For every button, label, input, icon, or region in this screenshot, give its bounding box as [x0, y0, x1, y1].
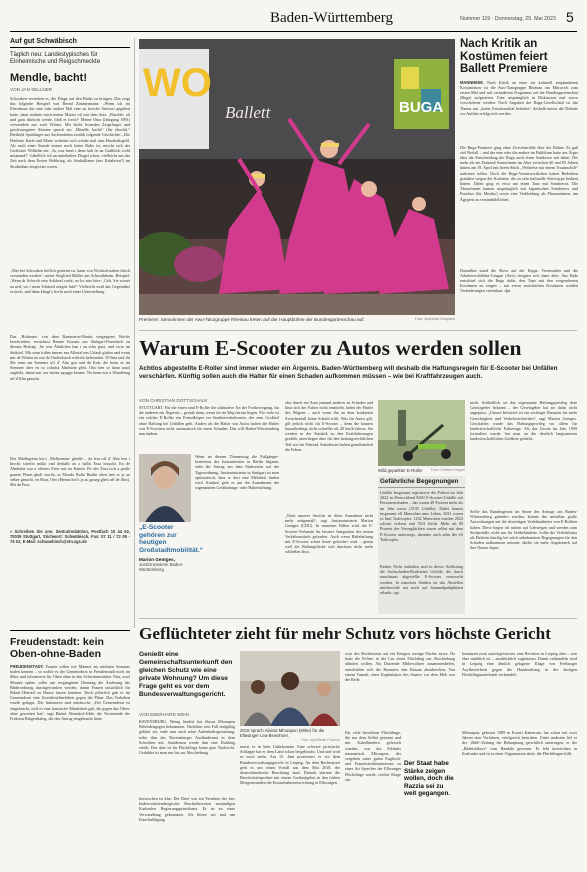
inset-caption: [378, 468, 465, 473]
portrait-image: [139, 454, 191, 522]
buga-logo: BUGA: [399, 99, 444, 116]
kolumne-body3: Das ‚Holzman‘ von dem Rommerin-Martin vergangene Woche beschrieben, veranlasst Renate Kornau aus Stuttgart-Feuerbach zu diesem Beitrag: ‚So was Ähnliches han i au scho gsea, und zwar im Südtirol. Mir senn früher immer ens Allertal ens Urlaub gfahra und wenn mir de Winter no mit de Ondeekurch richtich befreundet. D'Oma ond ihr Mo senn em Sommer uff d’ Alm gea ond de Kuh, die henn se im Sommer ober en so colacha Almhütte gfeit, Otto hen se dann amol zugfeila, damit mir oss hetten zgugga kennet. No henn mir a Wandertag uff d'Alm gmacht.: [10, 334, 130, 381]
lead-headline: Warum E-Scooter zu Autos werden sollen: [139, 336, 522, 360]
header-rule: [10, 31, 577, 32]
second-col3: wort des Rechtsstaats auf ein Ereignis wenige Nächte zuvor. Da hatte die Polizei in der Lea einen Flüchtling zur Abschiebung abholen wollen. Als Dutzende Mitbewohner zusammenliefen, entschieden sich die Beamten, den Einsatz abzubrechen. Von einem Tumult, einer Kapitulation des Staates vor dem Mob war die Rede.: [345, 651, 455, 683]
freudenstadt-dateline: FREUDENSTADT.: [10, 664, 44, 669]
second-teaser: Genießt eine Gemeinschaftsunterkunft den gleichen Schutz wie eine private Wohnung? Um diese Frage geht es vor dem Bundesverwaltungsgericht.: [139, 651, 233, 698]
ballett-text: Nach Kritik an einer als kulturell empfundenen Kostümshow ist die Awo-Tanzgruppe Rheinau am Mittwoch zum ersten Mal und mit veränderten Programm auf der Bundesgartenschau (Buga) aufgetreten. Eine ursprünglich in Diskussion mal zuvor verschobene werden. Nach Angaben der Buga-Gesellschaft ist das Thema mit „hoher Emotionalität behaftet“, deshalb müsse die Debatte vor Auftritt erfolgreich werden.: [460, 79, 578, 116]
quote-role: Justizministerin Baden-Württemberg: [139, 562, 184, 573]
kolumne-author: VON JAN SELLNER: [10, 87, 53, 92]
kolumne-headline: Mendle, bacht!: [10, 72, 88, 84]
second-headline: Geflüchteter zieht für mehr Schutz vors höchste Gericht: [139, 624, 551, 643]
info-box-body2: Parken Nicht enthalten sind in dieser Auflistung die Sachschaden-Bordsteine Unfälle, die durch unachtsam abgestellte E-Scooter verursacht werden. In manchen Städten ist das Abstellen mittlerweile nur noch auf Sammelparkplätzen erlaubt. cgo: [380, 564, 463, 596]
kolumne-intro: Täglich neu: Landestypisches für Einheimische und Reigschmeckte: [10, 52, 101, 65]
lead-col3b: Sollte das Bundesgesetz im Sinne des Antrags aus Baden-Württemberg geändert werden, könnte das mittelbar große Auswirkungen auf die derzeitigen Verleihanbieter von E-Rollern haben. Diese liegen oft mitten auf Gehwegen und werden zum Stolperfalle, nicht nur für Sehbehinderte. Sollte die Verleihfirma als Halterin künftig bei solch unbekannten Begegnungen für den Schaden aufkommen müssen, dürfte sie mehr Augenmerk auf ihre Nutzer legen.: [470, 509, 577, 551]
freudenstadt-story: [10, 636, 130, 866]
lead-col3: nicht. Schließlich sei das sogenannte Haftungsprivileg dem Gesetzgeber bekannt – der Gesetzgeber hat sie dafür nicht angepasst. „Unsere Initiative ist ein wichtiger Baustein für mehr Gerechtigkeit und Verkehrssicherheit“, sagt Marion Gentges. Geschaffen wurde das Haftungsprivileg vor allem für landwirtschaftliche Fahrzeuge. Als das Gesetz im Jahr 1909 formuliert wurde, hat man an die deutlich langsameren landwirtschaftlichen Gefährte gedacht.: [470, 400, 577, 442]
freudenstadt-body: [10, 664, 130, 860]
col-divider-left: [134, 38, 135, 628]
inset-credit: Foto: Gottfried Stoppel: [430, 468, 465, 472]
inset-caption-text: Wild geparkter E-Roller: [378, 468, 423, 473]
lead-col2: also durch ein Auto jemand anderes zu Schaden und lässt sich der Fahrer nicht ermitteln, haftet der Halter des Wagens – auch wenn ihn an dem konkreten Zwischenfall keine Schuld trifft. Was für Autos gilt, gilt jedoch nicht für E-Scooter – denn die können bauartbedingt nicht schneller als 20 km/h fahren. Sie werden in der Statistik zu den Kraftfahrzeugen gezählt, unterliegen aber für den haftungsrechtlichen Teil wie ein Fahrrad. Stattdessen haften grundsätzlich die Fahrer.: [285, 400, 373, 452]
ballett-dateline: MANNHEIM.: [460, 79, 484, 85]
section-title: Baden-Württemberg: [270, 10, 394, 26]
kolumne-kicker: Auf gut Schwäbisch: [10, 38, 130, 48]
second-col2: marxt er in kein Unbekannter. Eine schwere juristische Schlappe hat er dem Land schon beigebracht. Und und wird es noch mehr. Am 15. Juni prozessiert er vor dem Bundesverwaltungsgericht in Leipzig. An dem Rechtsstreit geht es um einen Vorfall aus dem Mai 2018, der deutschlandweite Beachtung fand. Damals stürmte die Bereitschaftspolizei mit einem Großaufgebot in den frühen Morgenstunden die Erstaufnahmeeinrichtung in Ellwangen.: [240, 744, 340, 786]
mfouapon-image: [240, 651, 340, 726]
banner-ballett-text: Ballett: [225, 103, 271, 122]
second-author: VON EBERHARD WEIN: [139, 712, 190, 717]
ballett-body3: Daraufhin stand die Show auf der Kippe. Veranstalter und die Arbeiterwohlfahrt-Gruppe (Awo) einigten sich dann aber: Am Ende entschied sich die Buga dafür, den Tanz mit den vorgesehenen Kostümen zu zeigen – mit etwas entschärften Kostümen wurden Veränderungen vereinbart. dpa: [460, 267, 578, 294]
banner-left-text: WO: [143, 61, 212, 105]
kolumne-body4: Des Mädlegrena hot’s ‚Melkermau‘ gheiße – da leut uff d’ Alm hen i brocht scheffa müßa ond deshalb an a halbs Essa braucht. En de Almhütte war a offenes Feier mit na Kamin. Fir des Essa isch a große ganzes Pfann gholt worda, as Mondo Bolla Budde oben hen se je au selber gmacht, en Haut, Oier (Henna hot’s ja au gnueg ghett uff de Alm). Mit da Fuss.: [10, 456, 130, 488]
photo-caption: [139, 317, 455, 322]
lead-author: VON CHRISTIAN GOTTSCHALK: [139, 398, 208, 403]
lead-top-rule: [139, 330, 577, 331]
photo-caption-text: Premiere: Seniorinnen der Awo-Tanzgruppe Rheinau treten auf der Hauptbühne der Bundesgartenschau auf.: [139, 317, 365, 322]
freudenstadt-rule: [10, 630, 130, 631]
second-photo-caption-text: 2018 sprach Alassa Mfouapon (Mitte) für die Ellwanger Lea-Bewohner.: [240, 728, 325, 738]
page-number: 5: [566, 9, 574, 25]
lead-teaser: Achtlos abgestellte E-Roller sind immer wieder ein Ärgernis. Baden-Württemberg will deshalb die Haftungsregeln für E-Scooter bei Unfällen verschärfen. Künftig sollen auch die Halter für einen Schaden aufkommen müssen – wie bei Kraftfahrzeugen auch.: [139, 365, 558, 380]
second-photo-caption: [240, 728, 340, 742]
info-box-title: Gefährliche Begegnungen: [378, 476, 465, 488]
photo-credit: Foto: dpa/Uwe Anspach: [414, 317, 455, 321]
kolumne-body2: „Was bei Schwaben höflich gemeint ist, kann von Nichtschwaben falsch verstanden werden“, meint Siegfried Müller aus Schwaikheim. Beispiel: ‚Wenn dr Schwob sein Schätzel sucht, no ko mer höre: ‚Geh, Sie wisset au ned, wo i mein Schätzel neigtet hab?‘ Vielleicht weiß das Gegenüber es doch, und dann klingt’s leicht nach einer Unterstellung.: [10, 268, 130, 294]
ballett-photo: [139, 39, 455, 315]
second-photo-credit: Foto: dpa/Stefan Puchner: [301, 738, 340, 742]
freudenstadt-headline: Freudenstadt: kein Oben-ohne-Baden: [10, 636, 104, 660]
ballett-story: [460, 38, 578, 330]
second-pullquote: Der Staat habe Stärke zeigen wollen, doch die Razzia sei zu weit gegangen.: [404, 760, 454, 798]
info-box-body1: Unfälle Insgesamt registrierte die Polizei im Jahr 2022 in Deutschland 8260 E-Scooter-Unfälle mit Personenschaden – das waren 49 Prozent mehr als im Jahr zuvor (5535 Unfälle). Dabei kamen insgesamt elf Menschen ums Leben. 2021 waren es fünf Todesopfer. 1234 Menschen wurden 2022 schwer verletzt und 7651 leicht. Mehr als 80 Prozent der Verunglückten waren selbst mit dem E-Scooter unterwegs, darunter auch zehn der elf Todesopfer.: [380, 490, 463, 542]
kolumne: [10, 38, 130, 626]
pull-quote-box: [139, 524, 204, 614]
freudenstadt-text: Frauen sollen wie Männer im nächsten Sommer baden können – so wollte es der Gemeinderat in Freudenstadt noch im März und informierte für Oben ohne in den Schwimmstätten. Nun, zwei Monate später, sollte am vergangenen Dienstag die Änderung der Bäderordnung durchgewunken werden, damit Frauen tatsächlich für Bikini-Oberteil zu Hause lassen könnten. Doch plötzlich gab es im Gemeinderat eine Zweidrittelmehrheit gegen die Pläne. Das Vorhaben wurde gekippt. Die Initiatoren sind enttäuscht: „Der Gemeinderat ist eingeknickt, weil es eine faustische Minderheit gab, die gegen das Oben-ohne gewettert hat“, sagt Bärbel Altendorf-Jehle, die Vertretende der Fraktion Bürgerdialog, die den Antrag eingebracht hatte.: [10, 664, 130, 722]
lead-col1b: Wenn an diesem Donnerstag die Fußgänger-konferenz der Justizminister in Berlin beginnt, steht der Antrag aus dem Südwesten auf der Tagesordnung. Justizministerin in Stuttgart ist man optimistisch, dass er dort eine Mehrheit finden wird. Konkret geht es um die Ausnahmen der sogenannten Gefährdungs- oder Halterhaftung.: [195, 454, 279, 491]
ballett-body2: Die Buga-Premiere ging ohne Zwischenfälle über die Bühne. Es gab viel Beifall – und der eine oder die andere im Publikum hatte aus Ärger über die Entscheidung der Buga auch einen Sombrero mit dabei. Die mehr als ein Dutzend Seniorinnen im Alter zwischen 60 und 85 Jahren hätten am 19. April mit ihrem Stück „Weltreise mit einem Traumschiff“ auftreten sollen. Doch die Buga-Verantwortlichen hatten Bedenken geäußert wegen der Kostüme, die zu sehr kulturelle Stereotype bedient hätten. Dabei ging es etwa um einen Tanz mit Sombreros. Die Tänzerinnen kamen ursprünglich mit Japanischen Sombreros und Ponchos (für Mexiko) sowie eine Verkleidung als Pharaoninnen, um Ägypten zu versinnbildlichen.: [460, 144, 578, 202]
second-col3b: Für viele betroffene Flüchtlinge, die aus dem Schlaf gerissen und mit Kabelbindern gefesselt wurden, war das Erlebnis traumatisch. Mfouapon, der vergeben unter guten Englisch- und Französischkenntnissen zu einer Art Sprecher der Ellwanger Flüchtlinge wurde, reichte Klage ein.: [345, 730, 401, 782]
minister-portrait: [139, 454, 191, 522]
second-col1b: Inzwischen ist klar: Der Brief war ein Versehen des fürs baden-württembergische Abschiebewesen zuständigen Karlsruher Regierungspräsidiums. Er ist zu einer Verwandlung gekommen. Als bitten wir mal um Entschuldigung.: [139, 796, 235, 822]
kolumne-hints: » Schreiben Sie uns: Zentralredaktion, Postfach 10 44 52, 70039 Stuttgart, Stichwort: Schwäbisch, Fax: 07 11 / 72 05 - 74 01; E-Mail: schwaebisch@stn.zgs.de: [10, 529, 130, 545]
second-col4: Instanzen zwar zurückgewiesen, eine Revision in Leipzig aber – was eher unüblich ist – ausdrücklich zugelassen. Damit verhandeln wird in Leipzig eine ähnlich gelagerte Klage von Freiburger Asylbewerbern gegen die Handordnung in der dortigen Flüchtlingsunterkunft verhandelt.: [462, 651, 577, 677]
issue-info: Nummer 119 · Donnerstag, 25. Mai 2023: [460, 16, 556, 22]
ballett-headline: Nach Kritik an Kostümen feiert Ballett Premiere: [460, 38, 548, 75]
page-header: [10, 8, 577, 30]
second-photo: [240, 651, 340, 726]
second-top-rule: [139, 618, 577, 619]
quote-person: Marion Gentges,: [139, 557, 175, 563]
info-box: [378, 476, 465, 614]
escooter-photo: [378, 400, 465, 466]
lead-col2b: „Nach unserer Ansicht ist diese Ausnahme nicht mehr zeitgemäß“, sagt Justizministerin Marion Gentges (CDU). In manchen Fällen wird die E-Scooter-Verbands für bessere Integration des neuen Verkehrsmittels gefordert. Auch wenn Haltehaftung mit E-Scooter schon heute gefordert wird – genau weil die Haftungslücke sich durchaus nicht mehr schließen lässt.: [285, 513, 373, 555]
escooter-image: [378, 400, 465, 466]
ballett-body: [460, 80, 578, 142]
lead-col1: STUTTGART. Für die einen sind E-Roller die ultimative Art der Fortbewegung, für die anderen ein Ärgernis – gerade dann, wenn sie im Weg herum liegen. Für viele ist ein solcher E-Roller ein Fremdkörper im Straßenverkehrsnetz, der zum Großteil ohne Haftung hei Unfällen gebt. Anders als die Halter von Autos haften die Halter von E-Scootern nicht automatisch für einen Schaden. Das will Baden-Württemberg nun ändern.: [139, 405, 279, 437]
second-col1: RAVENSBURG. Wenig hindert hat Alassa Mfouapon Behördengegen bekommen. Nachdem sein Fall endgültig geklärt sei, ende nun auch seine Aufenthaltsgestattung, teilte ihm das Ravensburger Ausländeramt in dem Schreiben mit. Stattdessen werde ihm eine Duldung erteilt. Das aber ist für Flüchtlinge keine gute Nachricht. Geduldet ist man nur bis zur Abschiebung.: [139, 719, 235, 756]
kolumne-body: Schwaben verstehen es, die Dinge auf den Punkt zu bringen. Das zeigt das folgende Beispiel von Bernd Zimmermann: „Wenn ich im Elternhaus das eine oder andere Mal eine zu forsche Antwort gegeben hatte, dann mahnte mich meine Mutter oft mit dem Satz: ‚Büschle, alt und grau dürfscht werde, bloß et frech!‘ Meine Oma (Jahrgang 1891) verwendete nur zwei Wörter. Mit leicht lesenden Zeigefinger und geschwungener Stimme sprach sie: ‚Mendle, bacht!‘ (für obacht).“ Berthold Spahlinger aus Sachsenheim erzählt folgende Geschichte: „Die Ebeleute Karle und Marie wohnten sich wieder mal ums Haushaltsgeld. Als nach einer Stunde immer noch keine Ruhe ist, mischt sich der Großvater Wilhelm ein: ‚Ja, was hend r denn halt fir an Gsälbtich wohl mitanand?‘ Gabellich ich an unterhalten Dingel schon, vielleicht aus der Zeit nach dem Ersten Weltkrieg, als Stadtallianer (aus Kalabrien?) im Straßenbau eingesetzt waren.: [10, 96, 130, 169]
second-col4b: Mfouapon, geboren 1989 in Kousti Kamerum, hat schon seit zwei Jahren eine Verfahren, erfolgreich bestritten. Unter anderem lief er der „Bild“-Zeitung die Behauptung gerichtlich untersagen, er der „Rädelsführer“ vom Randale gewesen. Er lebt inzwischen in Karlsruhe und ist in einer Organisation aktiv, die Flüchtlingen hilft.: [462, 730, 577, 756]
pull-quote: „E-Scooter gehören zur heutigen Großstadtmobilität.“: [139, 524, 204, 554]
